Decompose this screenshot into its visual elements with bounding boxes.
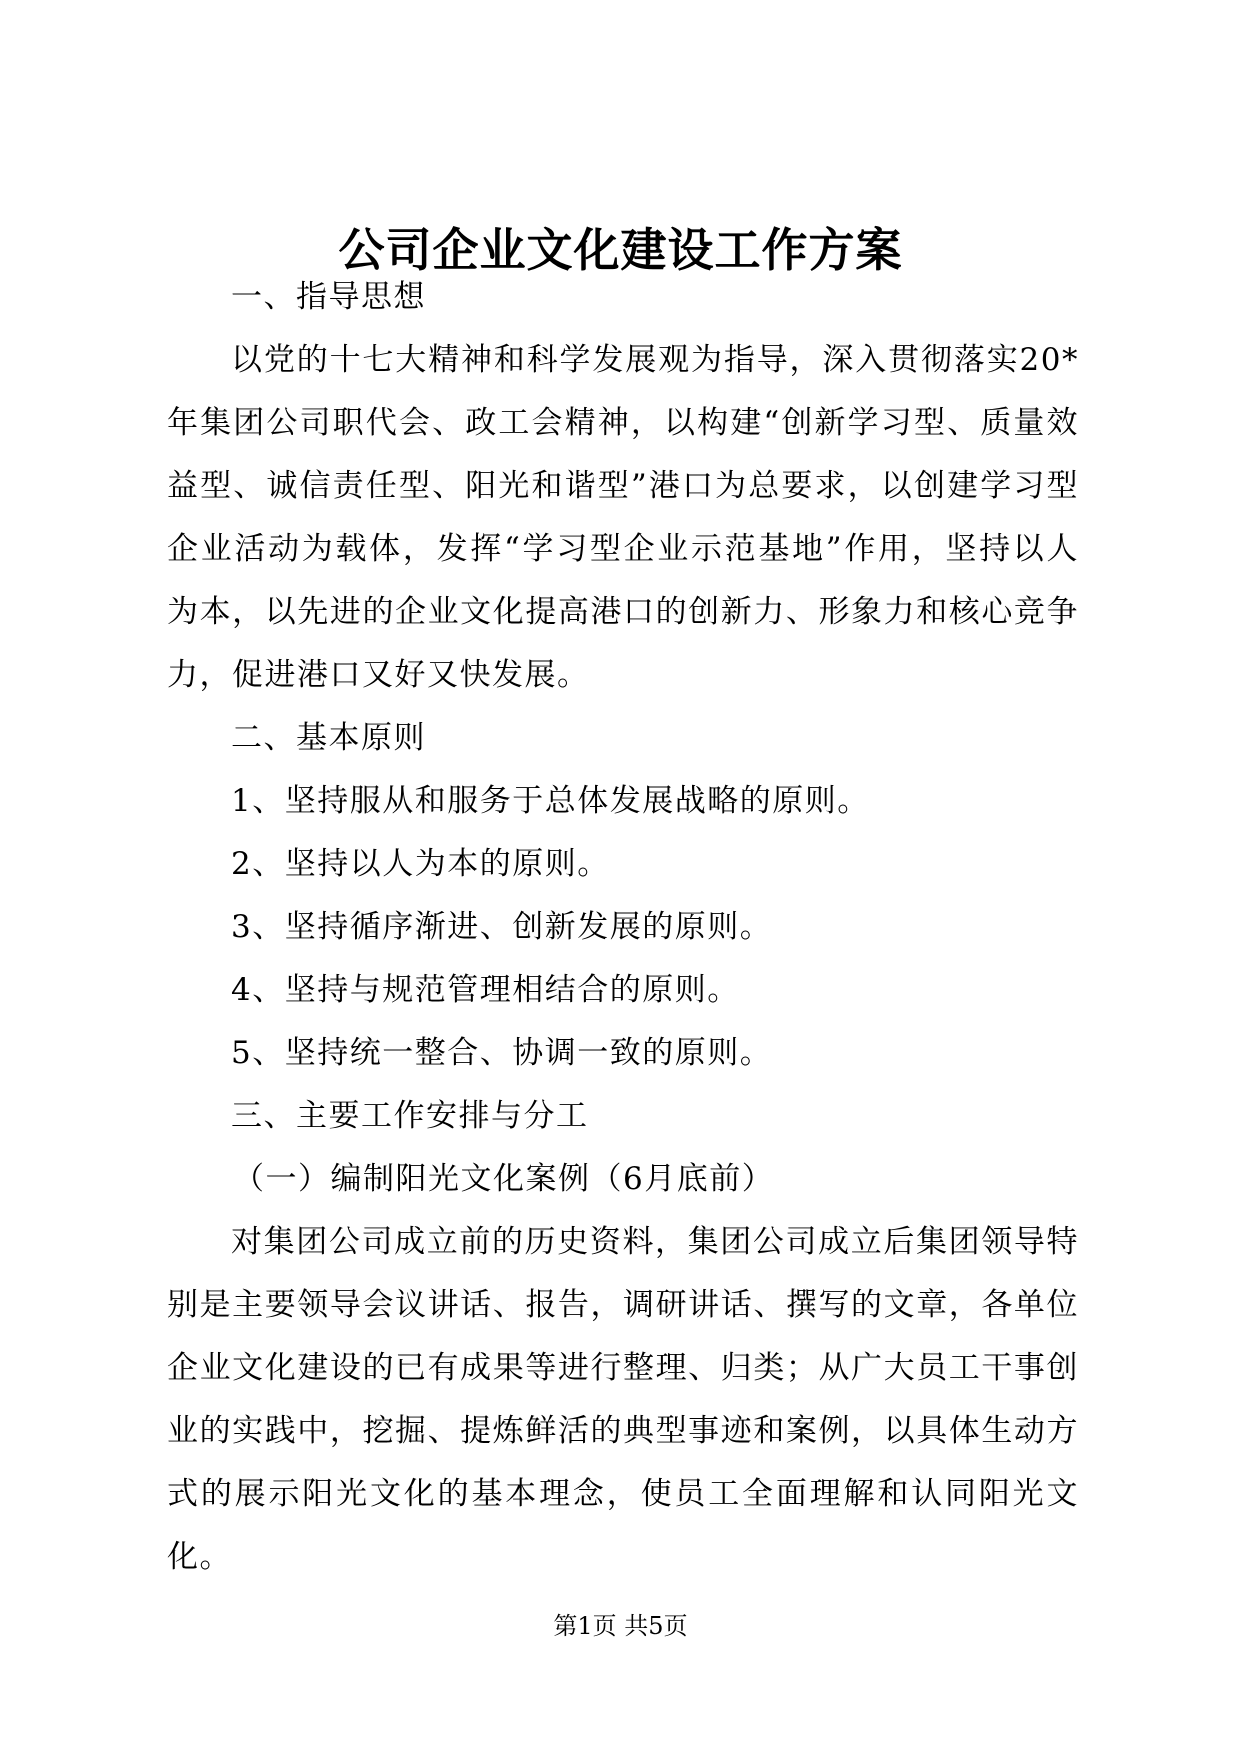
paragraph-case-compilation: 对集团公司成立前的历史资料，集团公司成立后集团领导特别是主要领导会议讲话、报告，调研讲话、撰写的文章，各单位企业文化建设的已有成果等进行整理、归类；从广大员工干事创业的实践中，挖掘、提炼鲜活的典型事迹和案例，以具体生动方式的展示阳光文化的基本理念，使员工全面理解和认同阳光文化。 [167, 1224, 1079, 1575]
principle-item-1: 1、坚持服从和服务于总体发展战略的原则。 [231, 783, 870, 819]
section-heading-work-arrangement: 三、主要工作安排与分工 [231, 1098, 589, 1134]
principle-item-5: 5、坚持统一整合、协调一致的原则。 [231, 1035, 773, 1071]
section-heading-guiding-thought: 一、指导思想 [231, 279, 426, 315]
document-body [167, 266, 1079, 1589]
principle-item-3: 3、坚持循序渐进、创新发展的原则。 [231, 909, 773, 945]
principle-item-4: 4、坚持与规范管理相结合的原则。 [231, 972, 740, 1008]
subsection-heading-case-compilation: （一）编制阳光文化案例（6月底前） [233, 1161, 775, 1197]
principle-item-2: 2、坚持以人为本的原则。 [231, 846, 610, 882]
page-number-footer: 第1页 共5页 [553, 1612, 688, 1640]
document-title: 公司企业文化建设工作方案 [338, 223, 903, 277]
section-heading-basic-principles: 二、基本原则 [231, 720, 426, 756]
paragraph-guiding-thought: 以党的十七大精神和科学发展观为指导，深入贯彻落实20*年集团公司职代会、政工会精神，以构建“创新学习型、质量效益型、诚信责任型、阳光和谐型”港口为总要求，以创建学习型企业活动为载体，发挥“学习型企业示范基地”作用，坚持以人为本，以先进的企业文化提高港口的创新力、形象力和核心竞争力，促进港口又好又快发展。 [167, 342, 1079, 693]
